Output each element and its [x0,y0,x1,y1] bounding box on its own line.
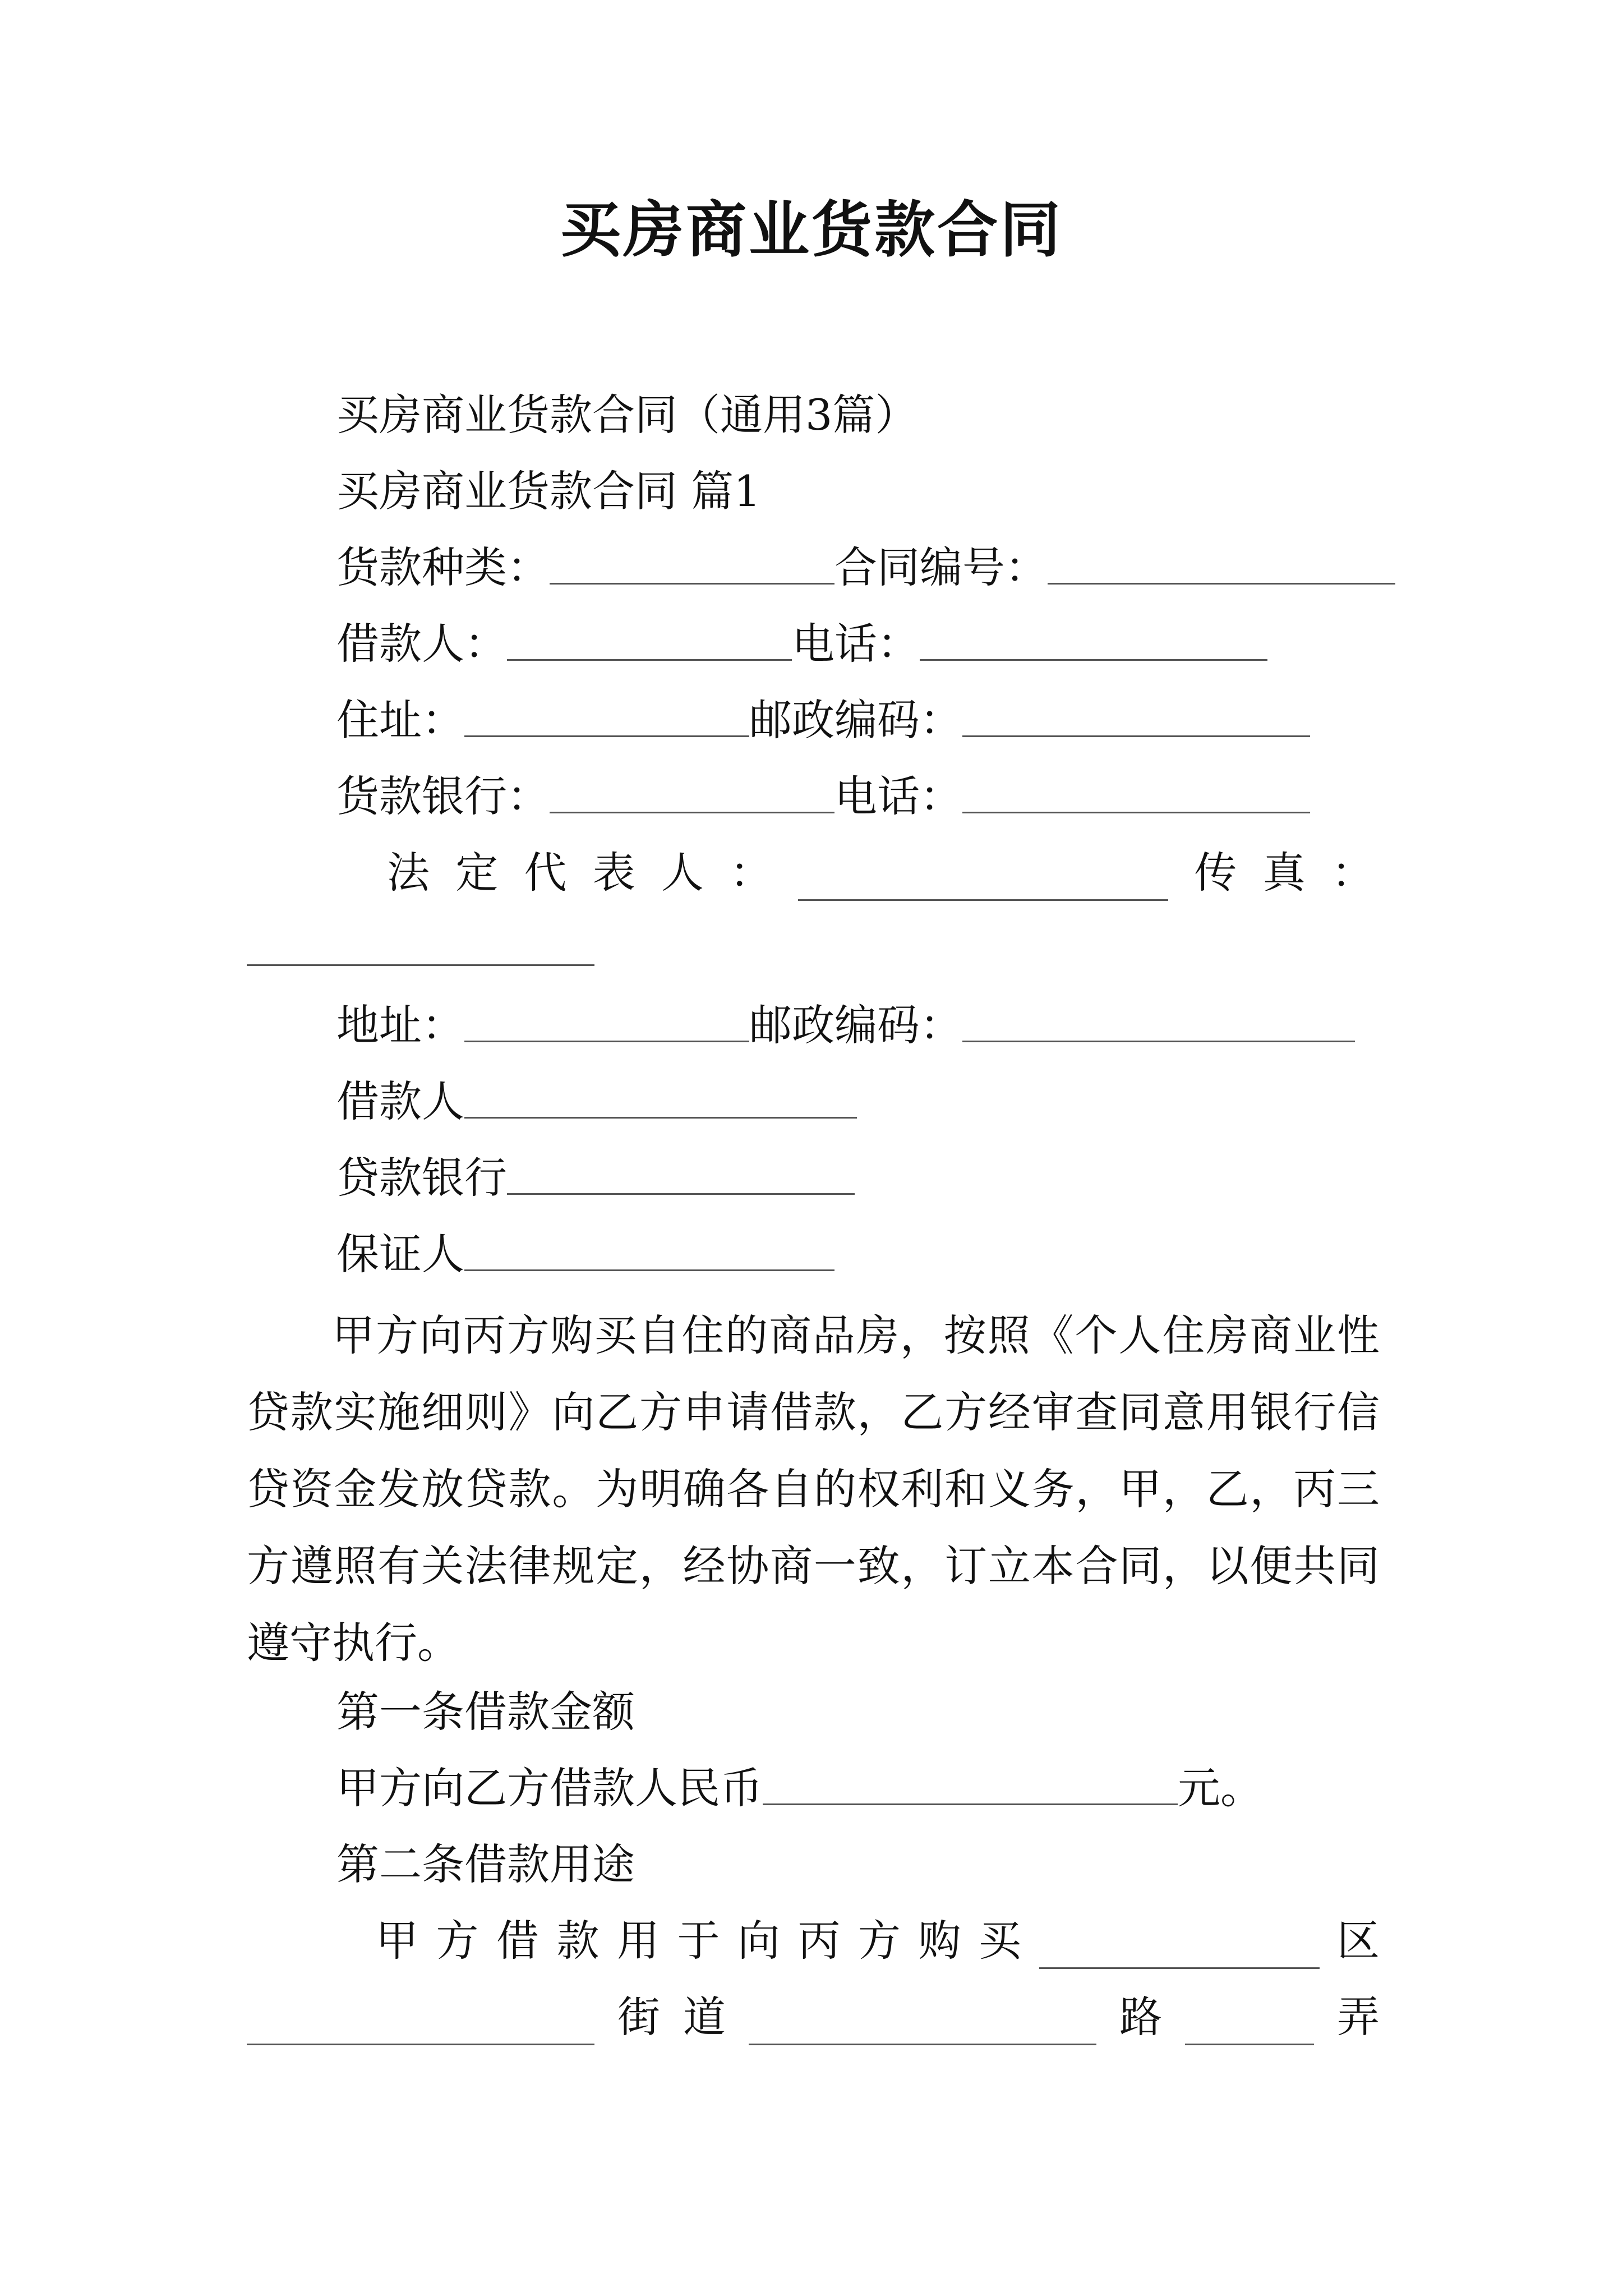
road-blank[interactable] [749,2004,1096,2045]
lane-label: 弄 [1337,1992,1380,2042]
article2-heading: 第二条借款用途 [336,1839,635,1889]
road-label: 路 [1119,1992,1162,2042]
loan-type-label: 货款种类： [336,542,550,592]
preamble-paragraph: 甲方向丙方购买自住的商品房，按照《个人住房商业性贷款实施细则》向乙方申请借款，乙方经审查同意用银行信贷资金发放贷款。为明确各自的权利和义务，甲，乙，丙三方遵照有关法律规定，经协商一致，订立本合同，以便共同遵守执行。 [247,1310,1380,1668]
article2-char: 于 [677,1916,720,1966]
legal-rep-char: 代 [524,848,567,898]
fax-row [247,921,1380,977]
address2-blank[interactable] [464,1001,749,1042]
article2-char: 向 [737,1916,780,1966]
postcode-blank[interactable] [962,696,1310,737]
lane-blank[interactable] [1185,2004,1314,2045]
bank-blank[interactable] [550,772,834,813]
sig-borrower-blank[interactable] [464,1078,857,1119]
legal-rep-char: 表 [592,848,635,898]
article2-char: 买 [979,1916,1021,1966]
borrower-row [336,616,1469,672]
sig-borrower-row [336,1074,1469,1130]
legal-rep-blank[interactable] [798,860,1168,901]
article2-line1 [376,1913,1380,1969]
fax-char: 真 [1262,848,1306,898]
article2-char: 购 [918,1916,961,1966]
article2-char: 用 [617,1916,660,1966]
address2-row [336,997,1469,1053]
street-char: 道 [683,1992,726,2042]
sig-bank-label: 贷款银行 [336,1153,507,1203]
article2-line2 [247,1989,1380,2045]
article2-char: 方 [858,1916,901,1966]
legal-rep-row [387,845,1374,901]
article1-text-after: 元。 [1178,1763,1263,1813]
sig-guarantor-label: 保证人 [336,1229,464,1279]
sig-borrower-label: 借款人 [336,1076,464,1126]
postcode-label: 邮政编码： [749,695,962,745]
borrower-phone-blank[interactable] [920,620,1267,661]
section-heading: 买房商业货款合同 篇1 [336,466,761,516]
legal-rep-char: 法 [387,848,430,898]
loan-type-blank[interactable] [550,544,834,585]
address-row [336,692,1469,748]
contract-no-blank[interactable] [1048,544,1395,585]
district-blank[interactable] [1039,1928,1320,1969]
postcode2-label: 邮政编码： [749,1000,962,1050]
district-label: 区 [1337,1916,1380,1966]
fax-char: ： [1331,848,1374,898]
article1-text [336,1760,1469,1816]
sig-guarantor-blank[interactable] [464,1230,834,1271]
bank-label: 货款银行： [336,771,550,821]
bank-row [336,769,1469,825]
fax-char: 传 [1194,848,1237,898]
borrower-phone-label: 电话： [792,619,920,669]
loan-type-row [336,540,1469,596]
contract-no-label: 合同编号： [834,542,1048,592]
bank-phone-blank[interactable] [962,772,1310,813]
borrower-label: 借款人： [336,619,507,669]
borrower-blank[interactable] [507,620,792,661]
sig-bank-row [336,1150,1469,1206]
street-prefix-blank[interactable] [247,2004,594,2045]
loan-amount-blank[interactable] [763,1764,1178,1805]
address2-label: 地址： [336,1000,464,1050]
article1-heading: 第一条借款金额 [336,1687,635,1737]
address-label: 住址： [336,695,464,745]
article2-char: 丙 [797,1916,841,1966]
legal-rep-char: ： [730,848,773,898]
sig-bank-blank[interactable] [507,1154,855,1195]
street-char: 街 [617,1992,660,2042]
article1-text-before: 甲方向乙方借款人民币 [336,1763,763,1813]
article2-char: 借 [496,1916,539,1966]
document-title: 买房商业货款合同 [560,195,1063,265]
address-blank[interactable] [464,696,749,737]
legal-rep-char: 定 [455,848,499,898]
legal-rep-char: 人 [661,848,704,898]
article2-char: 方 [436,1916,479,1966]
article2-char: 款 [556,1916,600,1966]
bank-phone-label: 电话： [834,771,962,821]
subtitle: 买房商业货款合同（通用3篇） [336,390,918,440]
article2-char: 甲 [376,1916,418,1966]
fax-blank[interactable] [247,925,594,966]
sig-guarantor-row [336,1226,1469,1282]
postcode2-blank[interactable] [962,1001,1355,1042]
